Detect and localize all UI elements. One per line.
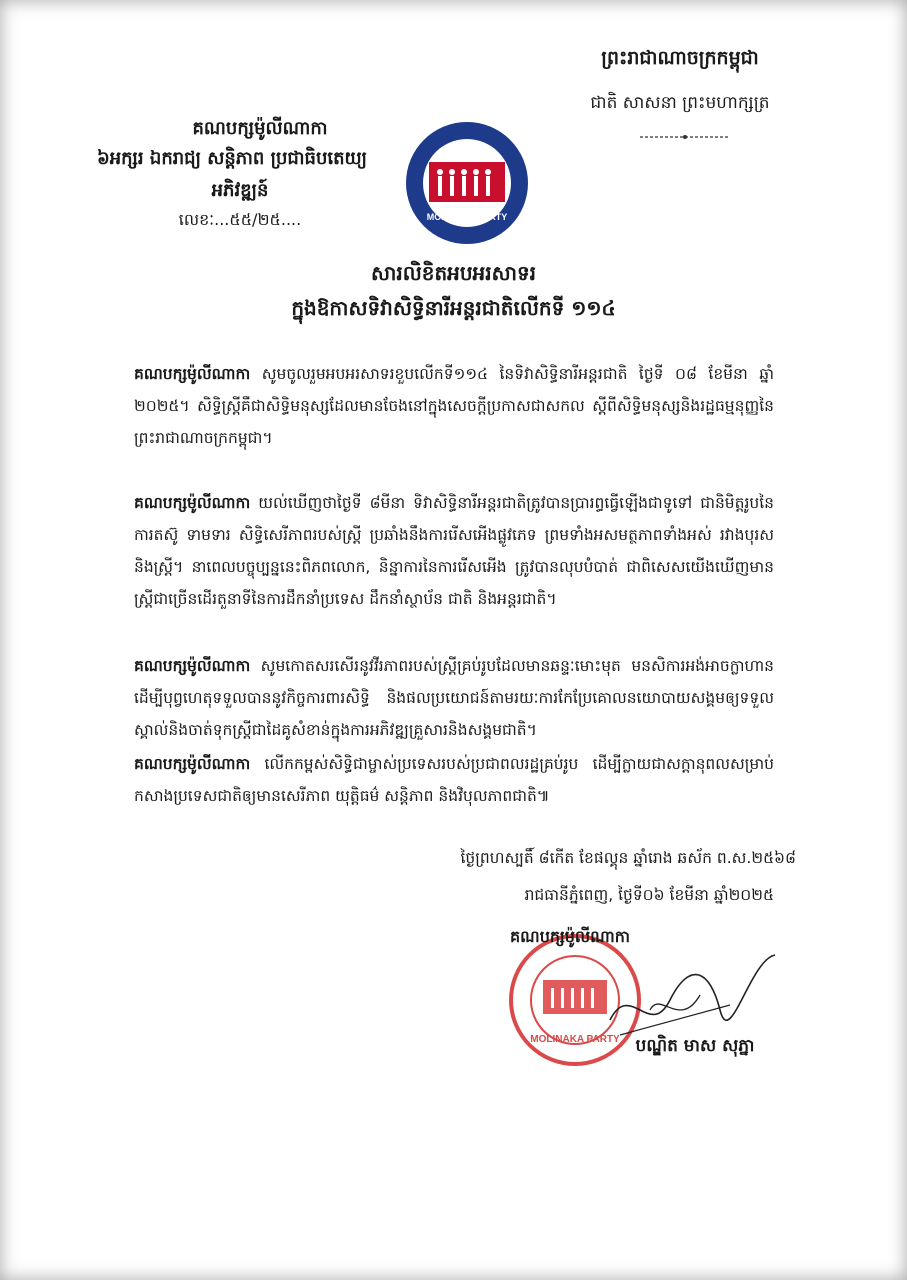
letter-title: សារលិខិតអបអរសាទរ xyxy=(370,261,537,285)
kingdom-title: ព្រះរាជាណាចក្រកម្ពុជា xyxy=(601,47,759,69)
ornament-divider xyxy=(640,134,730,140)
lunar-date: ថ្ងៃព្រហស្បតិ៍ ៨កើត ខែផល្គុន ឆ្នាំរោង ឆស័ក ព.ស.២៥៦៨ xyxy=(460,849,796,867)
party-name: គណបក្សម៉ូលីណាកា xyxy=(192,118,328,139)
paragraph-2-lead: គណបក្សម៉ូលីណាកា xyxy=(134,494,251,512)
paragraph-1-lead: គណបក្សម៉ូលីណាកា xyxy=(134,365,251,383)
party-slogan: ៦អក្សរ ឯករាជ្យ សន្តិភាព ប្រជាធិបតេយ្យ xyxy=(96,148,368,169)
logo-text: MOLINAKA PARTY xyxy=(426,212,508,222)
paragraph-3-text: សូមកោតសរសើរនូវវីរភាពរបស់ស្ត្រីគ្រប់រូបដែលមានឆន្ទៈមោះមុត មនសិការអង់អាចក្លាហានដើម្បីបុព្វហេតុទទួលបាននូវកិច្ចការពារសិទ្ធិ និងផលប្រយោជន៍តាមរយៈការកែប្រែគោលនយោបាយសង្គមឲ្យទទួលស្គាល់និងចាត់ទុកស្ត្រីជាដៃគូសំខាន់ក្នុងការអភិវឌ្ឍគ្រួសារនិងសង្គមជាតិ។ xyxy=(134,657,774,739)
paragraph-3-lead: គណបក្សម៉ូលីណាកា xyxy=(134,657,251,675)
signing-party: គណបក្សម៉ូលីណាកា xyxy=(510,927,630,946)
paragraph-4-lead: គណបក្សម៉ូលីណាកា xyxy=(134,755,251,773)
paragraph-3 xyxy=(134,650,774,746)
kingdom-motto: ជាតិ សាសនា ព្រះមហាក្សត្រ xyxy=(590,93,770,113)
paragraph-2-text: យល់ឃើញថាថ្ងៃទី ៨មីនា ទិវាសិទ្ធិនារីអន្តរជាតិត្រូវបានប្រារព្ធធ្វើឡើងជាទូទៅ ជានិមិត្តរូបនៃការតស៊ូ ទាមទារ សិទ្ធិសេរីភាពរបស់ស្ត្រី ប្រឆាំងនឹងការរើសអើងផ្លូវភេទ ព្រមទាំងអសមត្ថភាពទាំងអស់ រវាងបុរសនិងស្ត្រី។ នាពេលបច្ចុប្បន្ននេះពិភពលោក, និន្នាការនៃការរើសអើង ត្រូវបានលុបបំបាត់ ជាពិសេសយើងឃើញមានស្ត្រីជាច្រើនដើរតួនាទីនៃការដឹកនាំប្រទេស ដឹកនាំស្ថាប័ន ជាតិ និងអន្តរជាតិ។ xyxy=(134,494,774,608)
party-office: អភិវឌ្ឍន៍ xyxy=(211,180,269,201)
paragraph-2 xyxy=(134,487,774,615)
paragraph-4-text: លើកកម្ពស់សិទ្ធិជាម្ចាស់ប្រទេសរបស់ប្រជាពលរដ្ឋគ្រប់រូប ដើម្បីក្លាយជាសក្តានុពលសម្រាប់កសាងប្រទេសជាតិឲ្យមានសេរីភាព យុត្តិធម៌ សន្តិភាព និងវិបុលភាពជាតិ៕ xyxy=(134,755,774,805)
document-number: លេខៈ...៥៥/២៥.... xyxy=(178,210,302,229)
party-logo xyxy=(404,120,530,246)
place-date: រាជធានីភ្នំពេញ, ថ្ងៃទី០៦ ខែមីនា ឆ្នាំ២០២៥ xyxy=(524,886,774,904)
stamp-text: MOLINAKA PARTY xyxy=(530,1034,620,1045)
paragraph-4 xyxy=(134,748,774,812)
paragraph-1 xyxy=(134,358,774,454)
signer-name: បណ្ឌិត មាស សុភ្នា xyxy=(635,1036,755,1056)
letter-subtitle: ក្នុងឱកាសទិវាសិទ្ធិនារីអន្តរជាតិលើកទី ១១៤ xyxy=(291,296,616,320)
paragraph-1-text: សូមចូលរួមអបអរសាទរខួបលើកទី១១៤ នៃទិវាសិទ្ធិនារីអន្តរជាតិ ថ្ងៃទី ០៨ ខែមីនា ឆ្នាំ ២០២៥។ សិទ្ធិស្ត្រីគឺជាសិទ្ធិមនុស្សដែលមានចែងនៅក្នុងសេចក្តីប្រកាសជាសកល ស្តីពីសិទ្ធិមនុស្សនិងរដ្ឋធម្មនុញ្ញនៃព្រះរាជាណាចក្រកម្ពុជា។ xyxy=(134,365,774,447)
